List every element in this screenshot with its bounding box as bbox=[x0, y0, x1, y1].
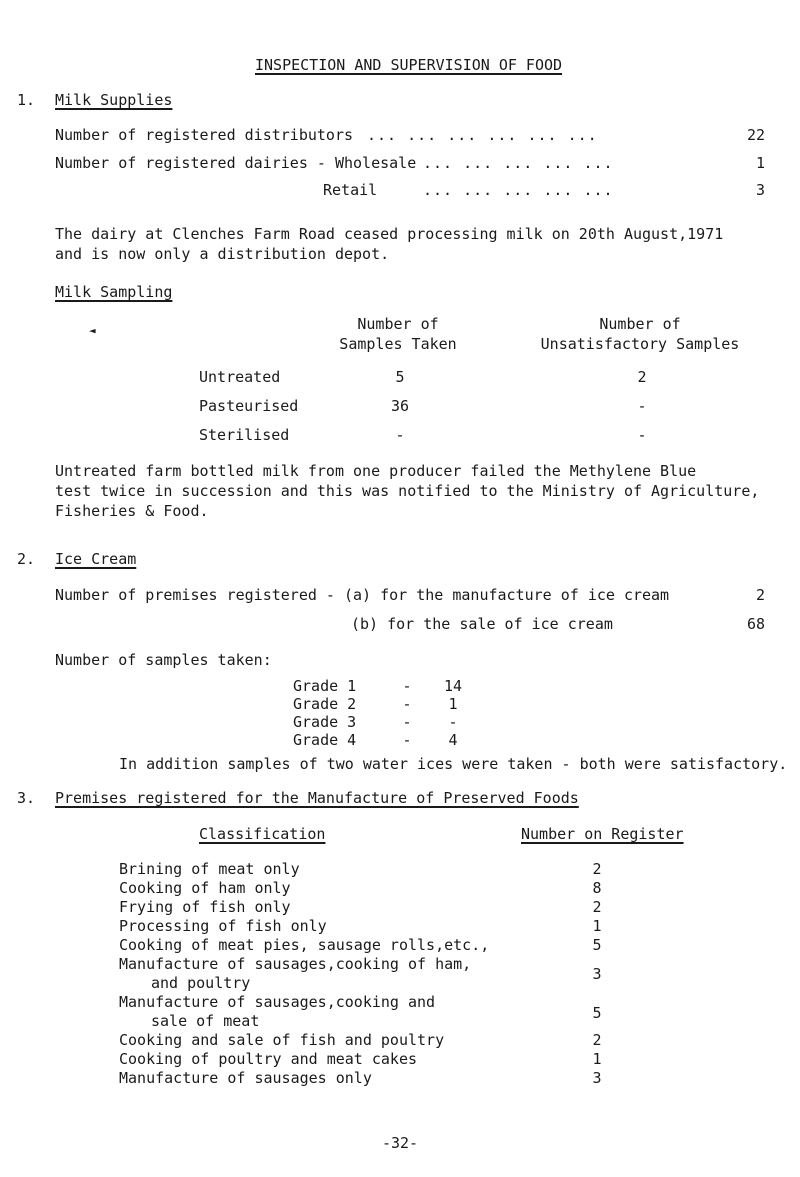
premises-b-value: 68 bbox=[746, 615, 765, 633]
grade-label: Grade 4 bbox=[293, 731, 357, 749]
register-value: 2 bbox=[592, 1031, 602, 1049]
sampling-note-line-2: test twice in succession and this was notified to the Ministry of Agriculture, bbox=[55, 482, 760, 500]
classification-row: Frying of fish only bbox=[119, 898, 291, 916]
water-ices-note: In addition samples of two water ices were taken - both were satisfactory. bbox=[119, 755, 788, 773]
classification-row: Processing of fish only bbox=[119, 917, 327, 935]
sampling-row-unsatisfactory: 2 bbox=[637, 368, 647, 386]
stray-mark-icon: ◄ bbox=[89, 324, 96, 337]
dairies-retail-label: Retail bbox=[323, 181, 378, 199]
sampling-row-taken: 36 bbox=[390, 397, 410, 415]
grade-value: - bbox=[448, 713, 458, 731]
dairies-retail-leaders: ... ... ... ... ... bbox=[423, 181, 614, 199]
classification-row: Brining of meat only bbox=[119, 860, 300, 878]
register-value: 1 bbox=[592, 917, 602, 935]
grade-dash: - bbox=[402, 677, 412, 695]
grade-value: 14 bbox=[443, 677, 463, 695]
distributors-leaders: ... ... ... ... ... ... bbox=[367, 126, 598, 144]
classification-row: Manufacture of sausages only bbox=[119, 1069, 372, 1087]
classification-row-continued: sale of meat bbox=[151, 1012, 260, 1030]
grade-label: Grade 3 bbox=[293, 713, 357, 731]
page-title: INSPECTION AND SUPERVISION OF FOOD bbox=[255, 56, 563, 74]
grade-label: Grade 2 bbox=[293, 695, 357, 713]
sampling-note-line-3: Fisheries & Food. bbox=[55, 502, 209, 520]
premises-registered-b: (b) for the sale of ice cream bbox=[351, 615, 613, 633]
register-value: 5 bbox=[592, 1004, 602, 1022]
classification-row: Manufacture of sausages,cooking and bbox=[119, 993, 436, 1011]
section-2-number: 2. bbox=[17, 550, 36, 568]
section-1-number: 1. bbox=[17, 91, 36, 109]
register-value: 2 bbox=[592, 898, 602, 916]
register-value: 5 bbox=[592, 936, 602, 954]
sampling-row-unsatisfactory: - bbox=[637, 397, 647, 415]
dairies-wholesale-leaders: ... ... ... ... ... bbox=[423, 154, 614, 172]
sampling-row-unsatisfactory: - bbox=[637, 426, 647, 444]
premises-a-value: 2 bbox=[755, 586, 765, 604]
sampling-row-taken: - bbox=[395, 426, 405, 444]
sampling-row-label: Sterilised bbox=[199, 426, 290, 444]
grade-dash: - bbox=[402, 713, 412, 731]
register-value: 8 bbox=[592, 879, 602, 897]
col-classification: Classification bbox=[199, 825, 326, 843]
register-value: 1 bbox=[592, 1050, 602, 1068]
page-number: -32- bbox=[381, 1134, 419, 1152]
classification-row-continued: and poultry bbox=[151, 974, 251, 992]
register-value: 3 bbox=[592, 965, 602, 983]
col-samples-taken-line-1: Number of bbox=[357, 315, 439, 333]
dairies-wholesale-value: 1 bbox=[755, 154, 765, 172]
sampling-row-label: Untreated bbox=[199, 368, 281, 386]
section-3-heading: Premises registered for the Manufacture of Preserved Foods bbox=[55, 789, 579, 807]
premises-registered-a: Number of premises registered - (a) for the manufacture of ice cream bbox=[55, 586, 670, 604]
dairy-note-line-1: The dairy at Clenches Farm Road ceased processing milk on 20th August,1971 bbox=[55, 225, 724, 243]
col-number-on-register: Number on Register bbox=[521, 825, 684, 843]
dairies-retail-value: 3 bbox=[755, 181, 765, 199]
grade-label: Grade 1 bbox=[293, 677, 357, 695]
grade-value: 1 bbox=[448, 695, 458, 713]
section-3-number: 3. bbox=[17, 789, 36, 807]
col-unsatisfactory-line-1: Number of bbox=[599, 315, 681, 333]
col-unsatisfactory-line-2: Unsatisfactory Samples bbox=[540, 335, 740, 353]
register-value: 3 bbox=[592, 1069, 602, 1087]
distributors-label: Number of registered distributors bbox=[55, 126, 354, 144]
classification-row: Manufacture of sausages,cooking of ham, bbox=[119, 955, 472, 973]
classification-row: Cooking and sale of fish and poultry bbox=[119, 1031, 445, 1049]
distributors-value: 22 bbox=[746, 126, 765, 144]
classification-row: Cooking of ham only bbox=[119, 879, 291, 897]
dairy-note-line-2: and is now only a distribution depot. bbox=[55, 245, 390, 263]
sampling-row-taken: 5 bbox=[395, 368, 405, 386]
dairies-wholesale-label: Number of registered dairies - Wholesale bbox=[55, 154, 417, 172]
classification-row: Cooking of meat pies, sausage rolls,etc., bbox=[119, 936, 490, 954]
col-samples-taken-line-2: Samples Taken bbox=[339, 335, 457, 353]
sampling-row-label: Pasteurised bbox=[199, 397, 299, 415]
classification-row: Cooking of poultry and meat cakes bbox=[119, 1050, 418, 1068]
sampling-note-line-1: Untreated farm bottled milk from one producer failed the Methylene Blue bbox=[55, 462, 697, 480]
register-value: 2 bbox=[592, 860, 602, 878]
samples-taken-label: Number of samples taken: bbox=[55, 651, 272, 669]
grade-dash: - bbox=[402, 731, 412, 749]
section-2-heading: Ice Cream bbox=[55, 550, 137, 568]
section-1-heading: Milk Supplies bbox=[55, 91, 173, 109]
grade-value: 4 bbox=[448, 731, 458, 749]
milk-sampling-heading: Milk Sampling bbox=[55, 283, 173, 301]
grade-dash: - bbox=[402, 695, 412, 713]
